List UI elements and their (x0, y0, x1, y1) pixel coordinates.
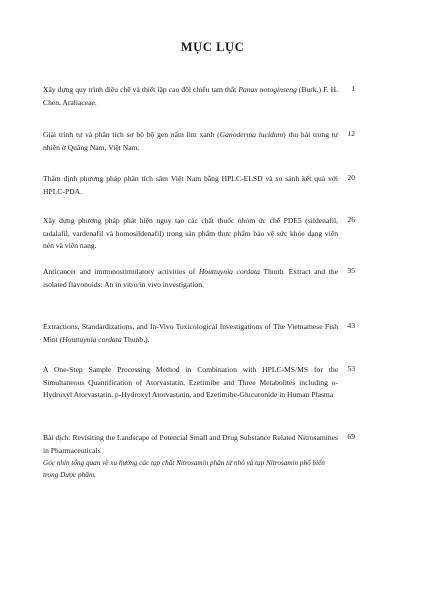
toc-entry-title: Giải trình tự và phân tích sơ bộ bộ gen nấm lim xanh (Ganoderma lucidum) thu hái trong tự nhiên ở Quảng Nam, Việt Nam. (43, 130, 338, 152)
toc-page-number: 53 (347, 364, 355, 373)
toc-page-number: 26 (347, 215, 355, 224)
toc-entry (43, 364, 338, 402)
toc-entry-title: A One-Step Sample Processing Method in Combination with HPLC-MS/MS for the Simultaneous Quantification of Atorvastatin, Ezetimibe and Three Metabolites including o-Hydroxyl Atorvastatin, p-Hydroxyl Atorvastatin, and Ezetimibe-Glucuronide in Human Plasma (43, 365, 338, 400)
toc-entry (43, 129, 338, 154)
toc-entry (43, 84, 338, 109)
toc-entry (43, 321, 338, 346)
toc-page-number: 1 (351, 84, 355, 93)
toc-entry-title: Extractions, Standardizations, and In-Vivo Toxicological Investigations of The Vietnamese Fish Mint (Houttuynia cordata Thunb.). (43, 322, 338, 344)
toc-page-number: 35 (347, 266, 355, 275)
toc-page-number: 12 (347, 129, 355, 138)
toc-entry-title: Xây dựng quy trình điều chế và thiết lập cao đối chiếu tam thất Panax notoginseng (Burk.) F. H. Chen, Araliaceae. (43, 85, 339, 107)
toc-page-number: 69 (347, 432, 355, 441)
toc-entry (43, 173, 338, 198)
toc-entry-title: Bài dịch: Revisiting the Landscape of Potencial Small and Drug Substance Related Nitrosamines in Pharmaceuticals (43, 433, 338, 455)
page-title: MỤC LỤC (180, 40, 245, 54)
toc-page-number: 20 (347, 173, 355, 182)
toc-entry (43, 215, 338, 253)
toc-entry (43, 432, 338, 481)
toc-entry-subtitle: Góc nhìn tổng quan về xu hướng các tạp chất Nitrosamin phân tử nhỏ và tạp Nitrosamin phổ biến trong Dược phẩm. (43, 459, 325, 480)
toc-entry (43, 266, 338, 291)
toc-entry-title: Xây dựng phương pháp phát hiện nguy tạo các chất thuốc nhóm ức chế PDE5 (sildenafil, tadalafil, vardenafil và homosildenafil) trong sản phẩm thực phẩm bảo vệ sức khỏe dạng viên nén và viên nang. (43, 216, 338, 251)
toc-entry-title: Thẩm định phương pháp phân tích sâm Việt Nam bằng HPLC-ELSD và so sánh kết quả với HPLC-PDA. (43, 174, 338, 196)
toc-entry-title: Anticancer and immunostimulatory activities of Houttuynia cordata Thunb. Extract and the isolated flavonoids: An in vitro/in vivo investigation. (43, 267, 338, 289)
toc-page-number: 43 (347, 321, 355, 330)
